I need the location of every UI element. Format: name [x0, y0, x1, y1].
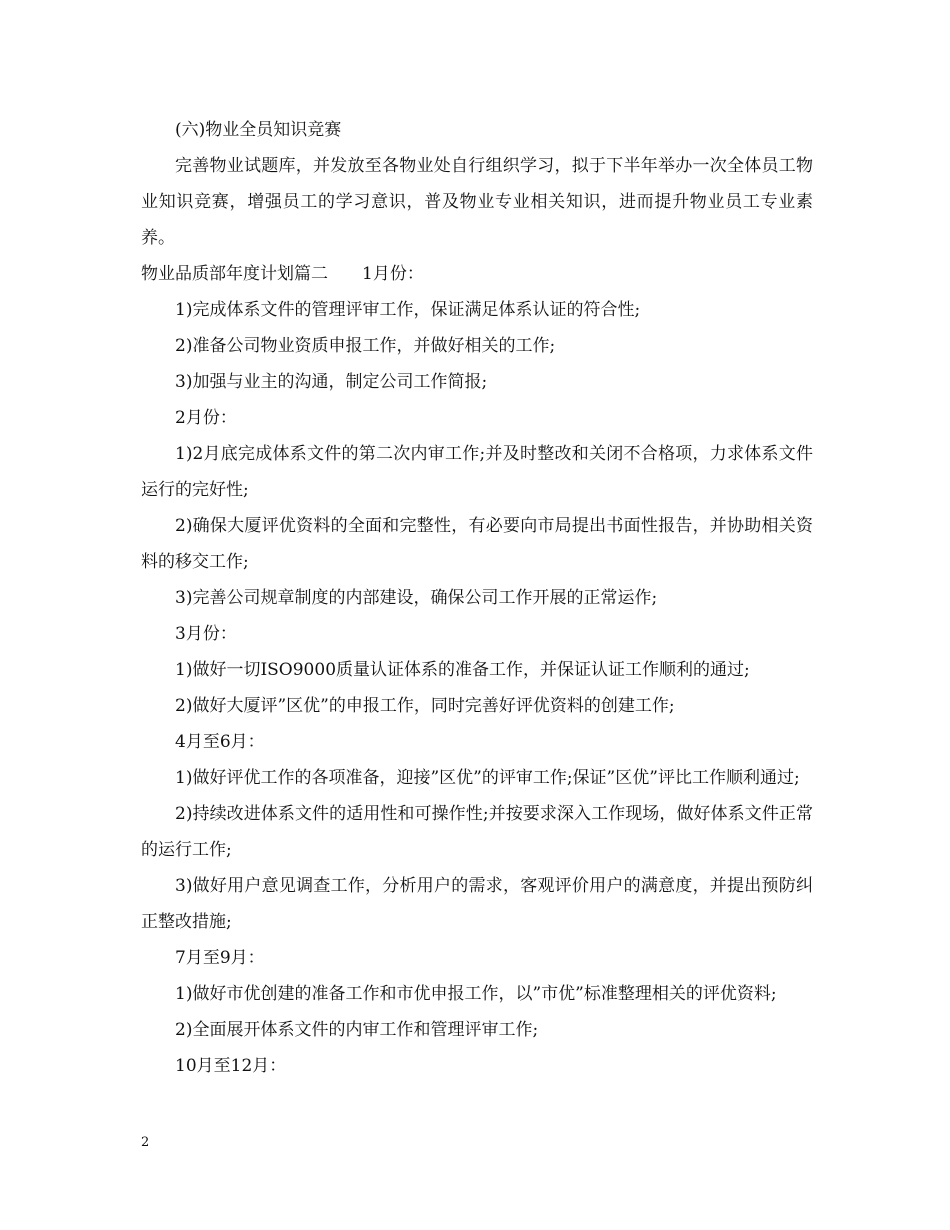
month-label: 1月份：: [362, 264, 424, 284]
document-body: [141, 112, 813, 1084]
list-item: 1)完成体系文件的管理评审工作，保证满足体系认证的符合性;: [175, 300, 641, 320]
list-item: 2)持续改进体系文件的适用性和可操作性;并按要求深入工作现场，做好体系文件正常的运行工作;: [141, 804, 813, 860]
list-item: 1)做好评优工作的各项准备，迎接”区优”的评审工作;保证”区优”评比工作顺利通过;: [175, 768, 800, 788]
list-item: 2)全面展开体系文件的内审工作和管理评审工作;: [175, 1020, 539, 1040]
list-item: 2)准备公司物业资质申报工作，并做好相关的工作;: [175, 336, 556, 356]
list-item: 3)做好用户意见调查工作，分析用户的需求，客观评价用户的满意度，并提出预防纠正整改措施;: [141, 876, 813, 932]
section-title: 物业品质部年度计划篇二: [141, 264, 328, 284]
list-item: 1)做好市优创建的准备工作和市优申报工作，以”市优”标准整理相关的评优资料;: [175, 984, 777, 1004]
month-label: 3月份：: [175, 624, 237, 644]
list-item: 1)做好一切ISO9000质量认证体系的准备工作，并保证认证工作顺利的通过;: [175, 660, 750, 680]
list-item: 3)加强与业主的沟通，制定公司工作简报;: [175, 372, 488, 392]
month-label: 10月至12月：: [175, 1056, 287, 1076]
list-item: 1)2月底完成体系文件的第二次内审工作;并及时整改和关闭不合格项，力求体系文件运行的完好性;: [141, 444, 813, 500]
section-subheading: (六)物业全员知识竞赛: [175, 120, 342, 140]
list-item: 3)完善公司规章制度的内部建设，确保公司工作开展的正常运作;: [175, 588, 658, 608]
month-label: 2月份：: [175, 408, 237, 428]
page-number: 2: [141, 1135, 150, 1150]
list-item: 2)做好大厦评”区优”的申报工作，同时完善好评优资料的创建工作;: [175, 696, 675, 716]
section-heading: [141, 256, 813, 292]
month-label: 4月至6月：: [175, 732, 265, 752]
month-label: 7月至9月：: [175, 948, 265, 968]
paragraph: 完善物业试题库，并发放至各物业处自行组织学习，拟于下半年举办一次全体员工物业知识竞赛，增强员工的学习意识，普及物业专业相关知识，进而提升物业员工专业素养。: [141, 156, 813, 248]
list-item: 2)确保大厦评优资料的全面和完整性，有必要向市局提出书面性报告，并协助相关资料的移交工作;: [141, 516, 813, 572]
